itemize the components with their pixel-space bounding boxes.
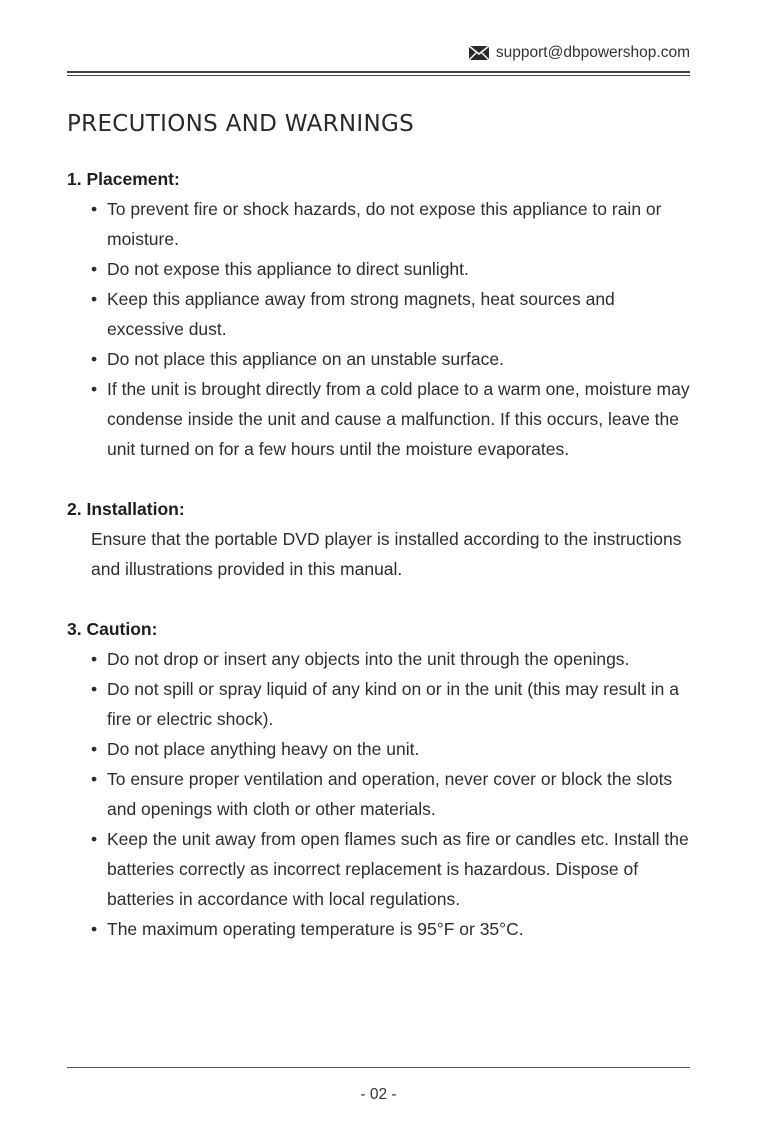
section-spacer (67, 464, 692, 494)
section-heading-placement: 1. Placement: (67, 169, 180, 189)
list-item (67, 374, 692, 464)
bullet-icon: • (91, 349, 98, 369)
bullet-icon: • (91, 289, 98, 309)
section-spacer (67, 584, 692, 614)
support-email-text: support@dbpowershop.com (495, 44, 690, 61)
list-item-text: Keep the unit away from open flames such as fire or candles etc. Install the batteries correctly as incorrect replacement is hazardous. Dispose of batteries in accordance with local regulations. (107, 829, 689, 909)
footer-divider (67, 1067, 690, 1068)
list-item (67, 914, 692, 944)
bullet-icon: • (91, 199, 98, 219)
list-item (67, 764, 692, 824)
mail-icon (469, 46, 489, 60)
list-item-text: Do not drop or insert any objects into the unit through the openings. (107, 649, 630, 669)
header-divider-thin (67, 75, 690, 76)
bullet-icon: • (91, 829, 98, 849)
list-item-text: If the unit is brought directly from a cold place to a warm one, moisture may condense inside the unit and cause a malfunction. If this occurs, leave the unit turned on for a few hours until the moisture evaporates. (107, 379, 690, 459)
list-item (67, 734, 692, 764)
header-divider (67, 71, 690, 73)
bullet-icon: • (91, 379, 98, 399)
page-title: PRECUTIONS AND WARNINGS (67, 111, 415, 137)
list-item (67, 344, 692, 374)
list-item-text: To ensure proper ventilation and operation, never cover or block the slots and openings with cloth or other materials. (107, 769, 673, 819)
bullet-icon: • (91, 919, 98, 939)
bullet-icon: • (91, 259, 98, 279)
page-number: - 02 - (360, 1086, 397, 1103)
support-email[interactable] (469, 44, 690, 62)
placement-list (67, 194, 692, 464)
list-item-text: Do not place this appliance on an unstable surface. (107, 349, 504, 369)
caution-list (67, 644, 692, 944)
bullet-icon: • (91, 769, 98, 789)
list-item-text: To prevent fire or shock hazards, do not expose this appliance to rain or moisture. (107, 199, 662, 249)
list-item (67, 824, 692, 914)
list-item (67, 194, 692, 254)
list-item (67, 644, 692, 674)
document-body (67, 164, 692, 944)
section-heading-caution: 3. Caution: (67, 619, 158, 639)
bullet-icon: • (91, 679, 98, 699)
list-item (67, 674, 692, 734)
bullet-icon: • (91, 739, 98, 759)
list-item-text: The maximum operating temperature is 95°F or 35°C. (107, 919, 524, 939)
list-item (67, 254, 692, 284)
list-item-text: Keep this appliance away from strong magnets, heat sources and excessive dust. (107, 289, 615, 339)
bullet-icon: • (91, 649, 98, 669)
list-item-text: Do not spill or spray liquid of any kind on or in the unit (this may result in a fire or electric shock). (107, 679, 679, 729)
list-item-text: Do not expose this appliance to direct sunlight. (107, 259, 469, 279)
section-heading-installation: 2. Installation: (67, 499, 185, 519)
installation-text: Ensure that the portable DVD player is installed according to the instructions and illustrations provided in this manual. (91, 529, 682, 579)
list-item-text: Do not place anything heavy on the unit. (107, 739, 420, 759)
list-item (67, 284, 692, 344)
